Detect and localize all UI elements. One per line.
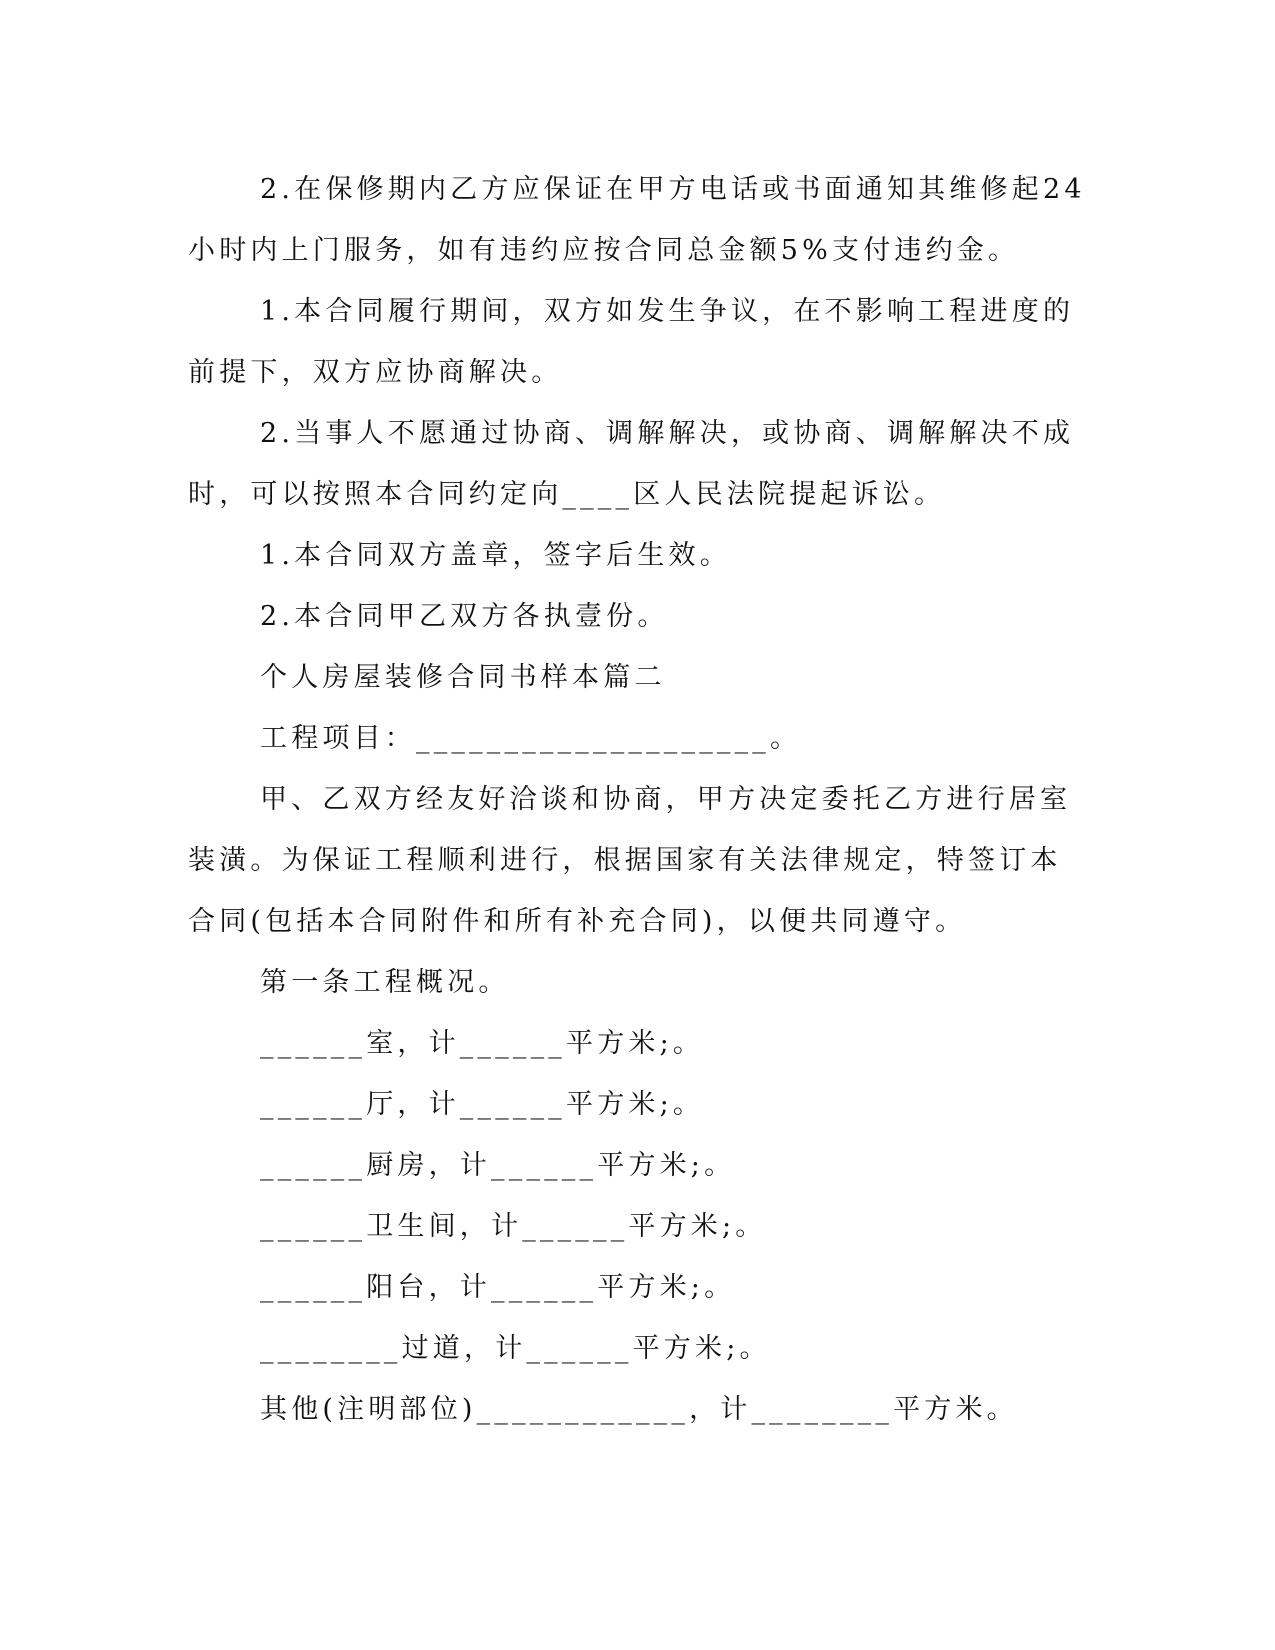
document-body bbox=[188, 159, 1088, 1440]
line-hall: ______厅，计______平方米;。 bbox=[260, 1089, 705, 1120]
line-bathroom: ______卫生间，计______平方米;。 bbox=[260, 1211, 767, 1242]
paragraph-copies: 2.本合同甲乙双方各执壹份。 bbox=[260, 601, 669, 632]
line-corridor: ________过道，计______平方米;。 bbox=[260, 1333, 771, 1364]
article-heading: 第一条工程概况。 bbox=[260, 967, 510, 998]
paragraph-dispute-negotiation: 1.本合同履行期间，双方如发生争议，在不影响工程进度的前提下，双方应协商解决。 bbox=[188, 296, 1075, 388]
line-room: ______室，计______平方米;。 bbox=[260, 1028, 705, 1059]
paragraph-project-item: 工程项目：____________________。 bbox=[260, 723, 802, 754]
section-heading: 个人房屋装修合同书样本篇二 bbox=[260, 662, 666, 693]
paragraph-preamble: 甲、乙双方经友好洽谈和协商，甲方决定委托乙方进行居室装潢。为保证工程顺利进行，根据国家有关法律规定，特签订本合同(包括本合同附件和所有补充合同)，以便共同遵守。 bbox=[188, 784, 1072, 937]
line-balcony: ______阳台，计______平方米;。 bbox=[260, 1272, 736, 1303]
paragraph-warranty-service: 2.在保修期内乙方应保证在甲方电话或书面通知其维修起24小时内上门服务，如有违约应按合同总金额5%支付违约金。 bbox=[188, 174, 1086, 266]
paragraph-effective: 1.本合同双方盖章，签字后生效。 bbox=[260, 540, 731, 571]
paragraph-dispute-litigation: 2.当事人不愿通过协商、调解解决，或协商、调解解决不成时，可以按照本合同约定向____区人民法院提起诉讼。 bbox=[188, 418, 1075, 510]
line-other: 其他(注明部位)____________，计________平方米。 bbox=[260, 1394, 1018, 1425]
line-kitchen: ______厨房，计______平方米;。 bbox=[260, 1150, 736, 1181]
